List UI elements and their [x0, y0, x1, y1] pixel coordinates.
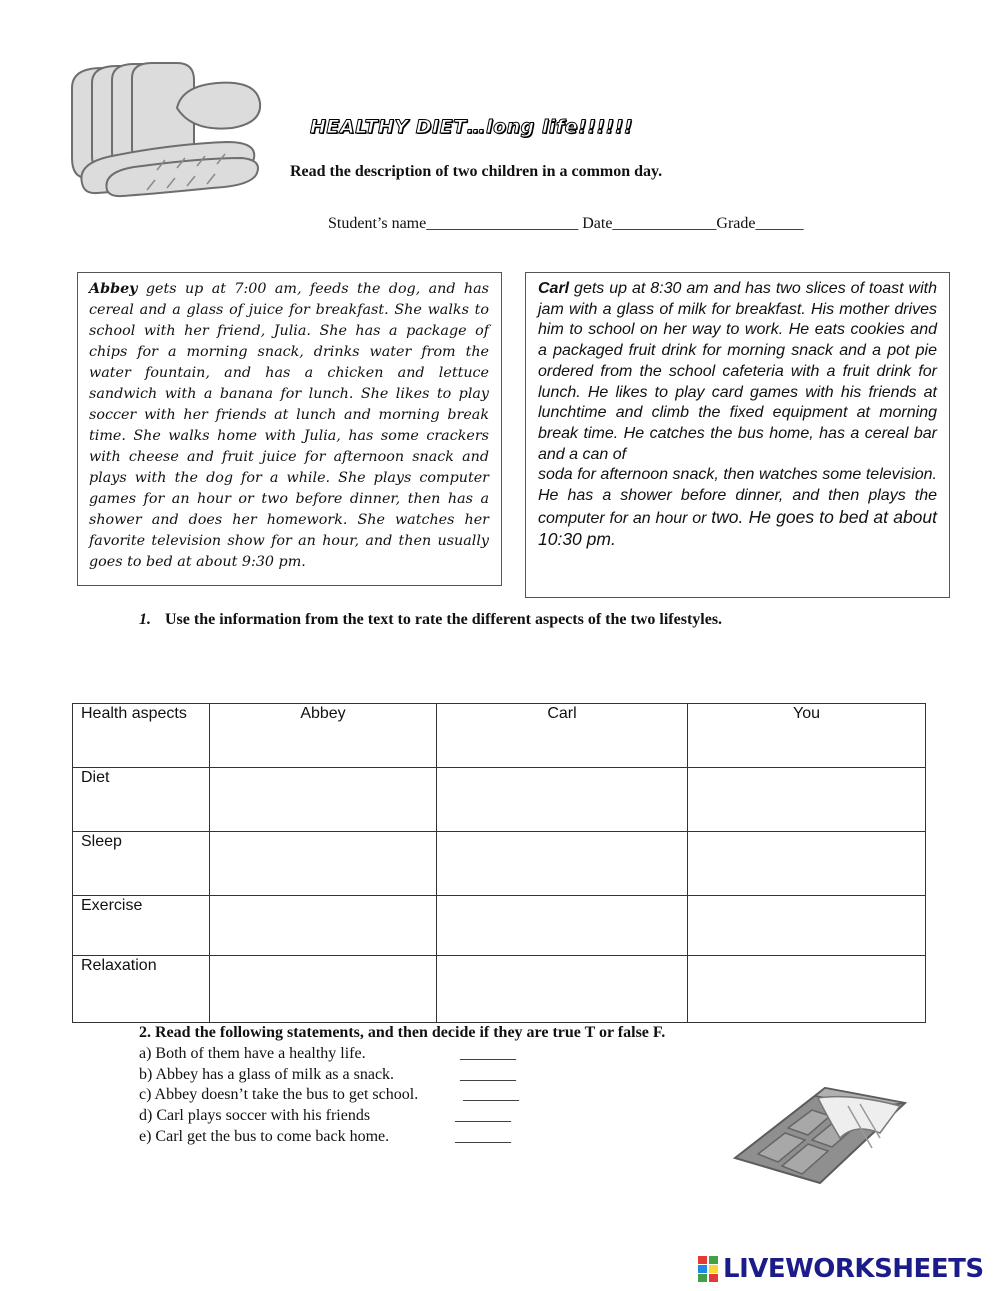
- cell-diet-abbey[interactable]: [210, 768, 437, 832]
- statement-b: b) Abbey has a glass of milk as a snack.: [139, 1066, 395, 1083]
- row-label-sleep: Sleep: [73, 832, 210, 896]
- rating-table: [72, 703, 926, 1023]
- carl-text-part2: soda for afternoon snack, then watches some television. He has a shower before dinner, and then plays the computer for an hour or: [538, 466, 937, 527]
- header-abbey: Abbey: [210, 704, 437, 768]
- carl-name: Carl: [538, 280, 570, 297]
- abbey-text: gets up at 7:00 am, feeds the dog, and has cereal and a glass of juice for breakfast. She walks to school with her friend, Julia. She has a package of chips for a morning snack, drinks water from the water fountain, and has a chicken and lettuce sandwich with a banana for lunch. She likes to play soccer with her friends at lunch and morning break time. She walks home with Julia, has some crackers with cheese and fruit juice for afternoon snack and plays with the dog for a while. She plays computer games for an hour or two before dinner, then has a shower and does her homework. She watches her favorite television show for an hour, and then usually goes to bed at about 9:30 pm.: [89, 281, 489, 570]
- table-row: [73, 832, 926, 896]
- question-2-title: 2. Read the following statements, and then decide if they are true T or false F.: [139, 1024, 666, 1041]
- answer-blank-d[interactable]: _______: [455, 1107, 511, 1124]
- carl-description: [538, 279, 937, 552]
- logo-blocks-icon: [697, 1255, 719, 1283]
- cell-exercise-abbey[interactable]: [210, 896, 437, 956]
- row-label-relaxation: Relaxation: [73, 956, 210, 1023]
- answer-blank-b[interactable]: _______: [460, 1066, 516, 1083]
- answer-blank-e[interactable]: _______: [455, 1128, 511, 1145]
- answer-blank-a[interactable]: _______: [460, 1045, 516, 1062]
- chocolate-bar-illustration: [730, 1078, 910, 1188]
- cell-relaxation-you[interactable]: [688, 956, 926, 1023]
- carl-description-box: [525, 272, 950, 598]
- statement-e: e) Carl get the bus to come back home.: [139, 1128, 390, 1145]
- abbey-name: Abbey: [89, 281, 138, 297]
- instruction-text: Read the description of two children in a common day.: [290, 163, 663, 180]
- abbey-description-box: [77, 272, 502, 586]
- statement-c: c) Abbey doesn’t take the bus to get school.: [139, 1086, 419, 1103]
- abbey-description: [89, 279, 489, 573]
- cell-relaxation-carl[interactable]: [437, 956, 688, 1023]
- carl-text-part3: two. He goes to bed at about 10:30 pm.: [538, 506, 937, 550]
- statement-d: d) Carl plays soccer with his friends: [139, 1107, 371, 1124]
- cell-sleep-abbey[interactable]: [210, 832, 437, 896]
- cell-diet-you[interactable]: [688, 768, 926, 832]
- table-header-row: [73, 704, 926, 768]
- cell-diet-carl[interactable]: [437, 768, 688, 832]
- worksheet-title: HEALTHY DIET…long life!!!!!!: [310, 116, 634, 138]
- carl-text-part1: gets up at 8:30 am and has two slices of toast with jam with a glass of milk for breakfast. His mother drives him to school on her way to work. He eats cookies and a packaged fruit drink for morning snack and a pot pie ordered from the school cafeteria with a fruit drink for lunch. He likes to play card games with his friends at lunchtime and climb the fixed equipment at morning break time. He catches the bus home, has a cereal bar and a can of: [538, 280, 937, 463]
- table-row: [73, 896, 926, 956]
- bread-illustration: [62, 58, 272, 198]
- statement-a: a) Both of them have a healthy life.: [139, 1045, 366, 1062]
- question-1: [139, 611, 722, 629]
- row-label-exercise: Exercise: [73, 896, 210, 956]
- table-row: [73, 768, 926, 832]
- cell-exercise-carl[interactable]: [437, 896, 688, 956]
- header-you: You: [688, 704, 926, 768]
- student-info-line[interactable]: Student’s name___________________ Date_____________Grade______: [328, 215, 804, 232]
- cell-sleep-you[interactable]: [688, 832, 926, 896]
- answer-blank-c[interactable]: _______: [463, 1086, 519, 1103]
- cell-exercise-you[interactable]: [688, 896, 926, 956]
- header-carl: Carl: [437, 704, 688, 768]
- question-1-number: 1.: [139, 611, 151, 628]
- table-row: [73, 956, 926, 1023]
- question-1-text: Use the information from the text to rate the different aspects of the two lifestyles.: [165, 611, 723, 628]
- row-label-diet: Diet: [73, 768, 210, 832]
- liveworksheets-logo: [697, 1255, 984, 1283]
- header-health-aspects: Health aspects: [73, 704, 210, 768]
- cell-sleep-carl[interactable]: [437, 832, 688, 896]
- cell-relaxation-abbey[interactable]: [210, 956, 437, 1023]
- logo-text: LIVEWORKSHEETS: [723, 1254, 984, 1284]
